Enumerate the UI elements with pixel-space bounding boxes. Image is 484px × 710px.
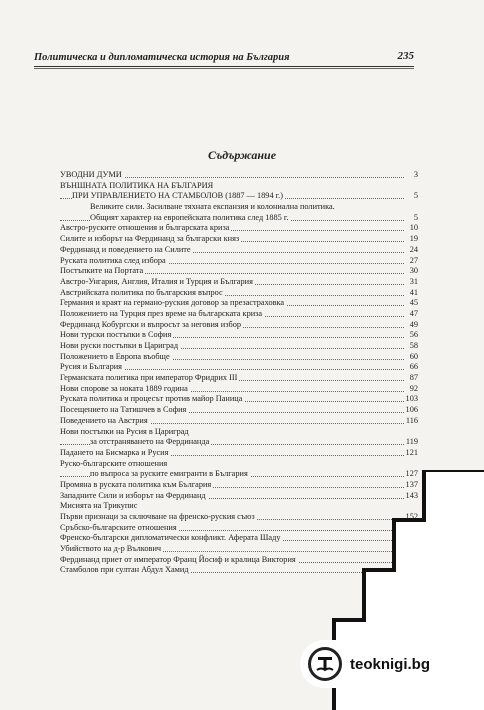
toc-entry	[60, 170, 418, 181]
toc-entry	[60, 309, 418, 320]
toc-entry-title: Стамболов при султан Абдул Хамид	[60, 565, 189, 575]
toc-entry-title: Великите сили. Засилване тяхната експанзия и колониална политика.	[90, 202, 335, 212]
toc-entry	[60, 223, 418, 234]
header-rule-thin	[34, 68, 414, 69]
toc-entry	[60, 352, 418, 363]
watermark-text: teoknigi.bg	[350, 655, 430, 673]
toc-entry-title: ВЪНШНАТА ПОЛИТИКА НА БЪЛГАРИЯ	[60, 180, 214, 190]
toc-entry-page: 143	[405, 490, 418, 500]
toc-entry-page: 87	[409, 373, 418, 383]
toc-entry-title: Руската политика и процесът против майор Паница	[60, 394, 243, 404]
toc-entry-page: 47	[409, 308, 418, 318]
toc-entry-page: 58	[409, 341, 418, 350]
toc-entry-title: Австрийската политика по българския въпрос	[60, 287, 223, 297]
toc-entry-page: 27	[409, 255, 418, 265]
toc-entry-page: 92	[409, 383, 418, 393]
toc-entry-page: 66	[409, 362, 418, 372]
toc-entry-page: 127	[405, 469, 418, 479]
toc-entry-title: Нови постъпки на Русия в Цариград	[60, 426, 189, 436]
toc-entry-title: Общият характер на европейската политика след 1885 г.	[90, 212, 289, 222]
toc-entry-title: Сръбско-българските отношения	[60, 522, 177, 532]
watermark-logo	[302, 642, 482, 686]
toc-entry	[60, 298, 418, 309]
toc-entry-title: Австро-руските отношения и българската криза	[60, 223, 230, 233]
toc-entry-title: Русия и България	[60, 362, 122, 372]
toc-entry	[60, 181, 418, 192]
toc-entry-title: Посещението на Татишчев в София	[60, 405, 187, 415]
toc-entry	[60, 459, 418, 470]
page-number: 235	[397, 50, 414, 62]
toc-entry	[60, 245, 418, 256]
toc-entry-title: Германия и краят на германо-руския договор за презастраховка	[60, 298, 285, 308]
toc-entry	[60, 341, 418, 352]
toc-entry	[60, 202, 418, 213]
toc-entry-title: по въпроса за руските емигранти в България	[90, 469, 248, 479]
toc-entry	[60, 288, 418, 299]
toc-entry-page: 106	[405, 405, 418, 415]
toc-entry	[60, 213, 418, 224]
toc-entry-page: 121	[405, 447, 418, 457]
toc-entry	[60, 373, 418, 384]
toc-entry-page: 56	[409, 330, 418, 340]
toc-entry-page: 60	[409, 351, 418, 361]
toc-entry-title: ПРИ УПРАВЛЕНИЕТО НА СТАМБОЛОВ (1887 — 1894 г.)	[72, 191, 283, 201]
toc-entry-page: 49	[409, 319, 418, 329]
toc-entry-page: 41	[409, 287, 418, 297]
toc-entry-page: 5	[413, 191, 418, 201]
toc-entry-page: 116	[405, 415, 418, 425]
toc-entry-title: Германската политика при император Фридрих III	[60, 373, 238, 383]
toc-entry-page: 5	[413, 212, 418, 222]
toc-entry-title: за отстраняването на Фердинанда	[90, 437, 210, 447]
toc-entry-title: Силите и изборът на Фердинанд за български княз	[60, 234, 240, 244]
toc-entry-title: Падането на Бисмарка и Русия	[60, 447, 169, 457]
toc-entry	[60, 277, 418, 288]
toc-entry	[60, 384, 418, 395]
toc-entry	[60, 330, 418, 341]
book-t-icon	[308, 647, 342, 681]
toc-entry	[60, 266, 418, 277]
toc-entry-title: Постъпките на Портата	[60, 266, 144, 276]
header-rule	[34, 66, 414, 67]
toc-entry-page: 103	[405, 394, 418, 404]
toc-entry	[60, 362, 418, 373]
toc-entry	[60, 320, 418, 331]
toc-entry-title: Австро-Унгария, Англия, Италия и Турция и България	[60, 276, 253, 286]
toc-entry-page: 31	[409, 276, 418, 286]
toc-entry	[60, 256, 418, 267]
toc-entry-title: Нови спорове за ноката 1889 година	[60, 383, 188, 393]
toc-entry-title: Първи признаци за сключване на френско-руския съюз	[60, 512, 255, 521]
toc-entry-title: Мисията на Трикупис	[60, 501, 138, 511]
toc-entry-page: 19	[409, 234, 418, 244]
toc-entry-page: 3	[413, 170, 418, 179]
toc-entry-title: Положението на Турция през време на българската криза	[60, 308, 263, 318]
toc-entry-title: Западните Сили и изборът на Фердинанд	[60, 490, 206, 500]
toc-entry-page: 152	[405, 512, 418, 521]
toc-entry-title: Руската политика след избора	[60, 255, 166, 265]
toc-entry-page: 119	[405, 437, 418, 447]
toc-entry-title: Положението в Европа въобще	[60, 351, 170, 361]
toc-entry-title: Нови руски постъпки в Цариград	[60, 341, 179, 350]
toc-entry-title: Фердинанд и поведението на Силите	[60, 244, 191, 254]
toc-entry-page: 45	[409, 298, 418, 308]
toc-entry	[60, 437, 418, 448]
toc-entry	[60, 416, 418, 427]
toc-entry-page: 10	[409, 223, 418, 233]
toc-entry-title: УВОДНИ ДУМИ	[60, 170, 122, 179]
toc-entry-title: Поведението на Австрия	[60, 415, 148, 425]
toc-entry-title: Руско-българските отношения	[60, 458, 168, 468]
toc-entry	[60, 234, 418, 245]
toc-entry	[60, 405, 418, 416]
toc-entry-page: 24	[409, 244, 418, 254]
toc-entry-title: Промяна в руската политика към България	[60, 479, 212, 489]
toc-entry	[60, 427, 418, 438]
toc-entry-title: Фердинанд Кобургски и въпросът за неговия избор	[60, 319, 242, 329]
toc-entry-page: 30	[409, 266, 418, 276]
toc-entry	[60, 448, 418, 459]
toc-title: Съдържание	[207, 148, 277, 162]
toc-entry	[60, 191, 418, 202]
toc-entry-title: Нови турски постъпки в София	[60, 330, 172, 340]
toc-entry-title: Фердинанд приет от император Франц Йосиф и кралица Виктория	[60, 554, 296, 564]
running-header-title: Политическа и дипломатическа история на България	[34, 52, 290, 63]
toc-entry	[60, 394, 418, 405]
toc-entry-title: Френско-български дипломатически конфликт. Аферата Шаду	[60, 533, 281, 543]
toc-entry-page: 137	[405, 479, 418, 489]
toc-entry-title: Убийството на д-р Вълкович	[60, 544, 162, 554]
